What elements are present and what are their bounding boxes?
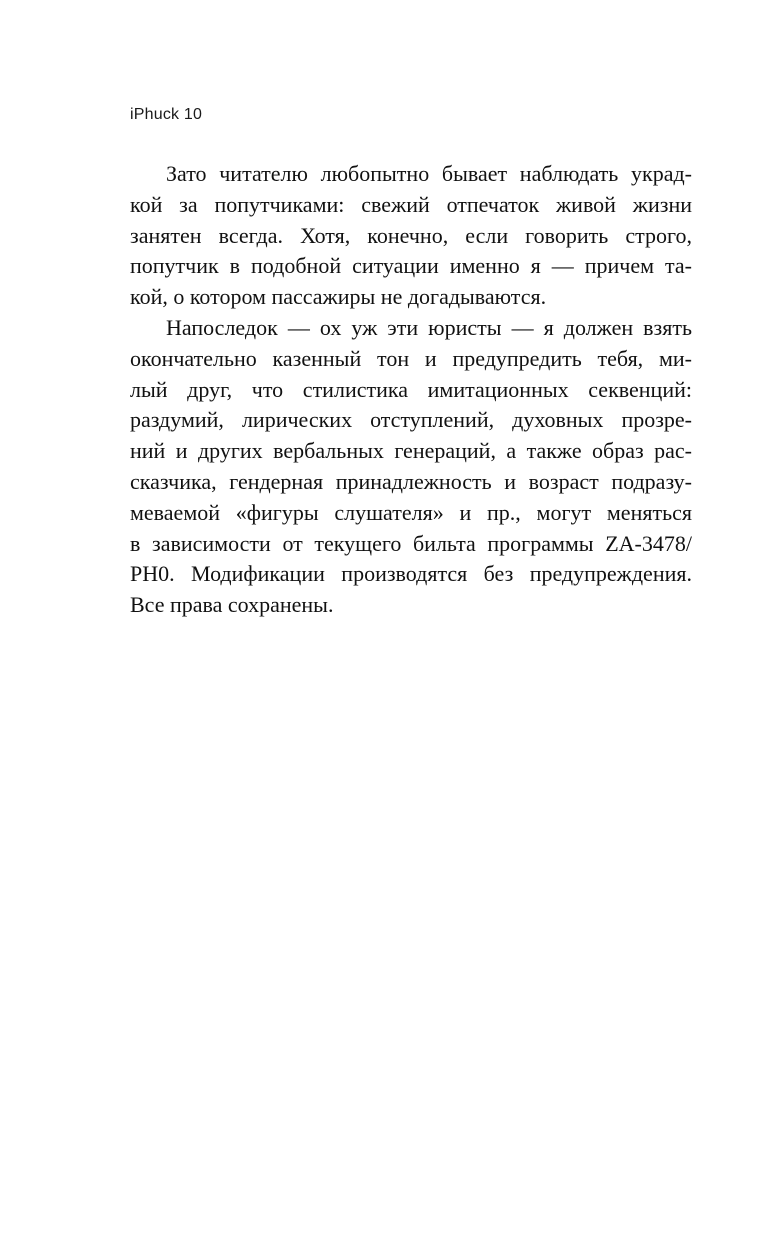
- running-header: iPhuck 10: [130, 106, 203, 123]
- text-line: кой за попутчиками: свежий отпечаток живой жизни: [130, 191, 692, 217]
- text-line: попутчик в подобной ситуации именно я — причем та-: [130, 253, 692, 279]
- text-line: Все права сохранены.: [130, 592, 334, 618]
- text-line: окончательно казенный тон и предупредить тебя, ми-: [130, 345, 692, 371]
- paragraph-1: [130, 159, 692, 313]
- text-line: Напоследок — ох уж эти юристы — я должен взять: [166, 314, 692, 340]
- text-line: PH0. Модификации производятся без предупреждения.: [130, 561, 692, 587]
- text-line: сказчика, гендерная принадлежность и возраст подразу-: [130, 468, 692, 494]
- text-line: Зато читателю любопытно бывает наблюдать украд-: [166, 161, 692, 186]
- body-text: [130, 159, 692, 621]
- text-line: меваемой «фигуры слушателя» и пр., могут меняться: [130, 499, 692, 525]
- paragraph-2: [130, 313, 692, 621]
- text-line: ний и других вербальных генераций, а также образ рас-: [130, 438, 692, 464]
- text-line: раздумий, лирических отступлений, духовных прозре-: [130, 407, 692, 433]
- text-line: в зависимости от текущего бильта программы ZA-3478/: [130, 530, 692, 556]
- text-line: кой, о котором пассажиры не догадываются.: [130, 284, 547, 310]
- text-line: занятен всегда. Хотя, конечно, если говорить строго,: [130, 222, 692, 248]
- text-line: лый друг, что стилистика имитационных секвенций:: [130, 376, 692, 402]
